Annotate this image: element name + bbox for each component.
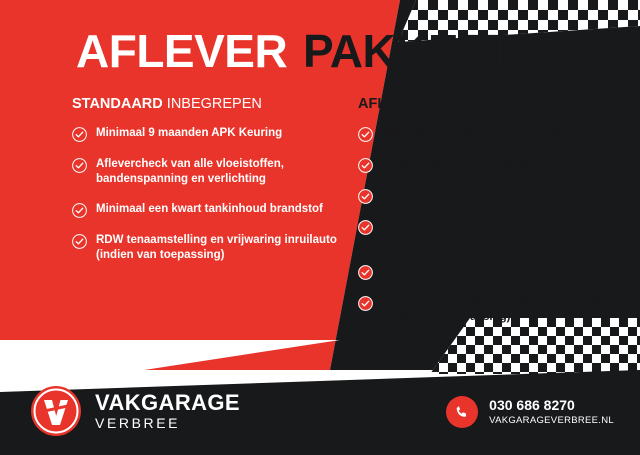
standard-package-column xyxy=(72,96,342,278)
check-badge-icon xyxy=(358,189,373,204)
list-item xyxy=(72,126,342,142)
aflever-package-title-bold: AFLEVERPAKKET xyxy=(358,96,485,112)
check-badge-icon xyxy=(358,220,373,235)
logo xyxy=(30,385,240,437)
website-url[interactable]: VAKGARAGEVERBREE.NL xyxy=(489,415,614,426)
list-item-label: 12 mnd/10.000km onderhoudsvrij rijden inclusief vervangen versleten onderdelen xyxy=(382,220,609,247)
check-badge-icon xyxy=(358,296,373,311)
logo-brand: VAKGARAGE xyxy=(95,389,240,415)
check-badge-icon xyxy=(72,203,87,218)
list-item xyxy=(72,157,342,187)
list-item xyxy=(72,202,342,218)
check-badge-icon xyxy=(358,127,373,142)
list-item xyxy=(358,219,633,249)
list-item-label: 12 maanden Bovag garantie xyxy=(382,158,535,170)
check-badge-icon xyxy=(72,158,87,173)
list-item-label: RDW tenaamstelling en vrijwaring inruilauto (indien van toepassing) xyxy=(382,296,623,323)
list-item-label: Minimaal een kwart tankinhoud brandstof xyxy=(382,265,609,277)
logo-text xyxy=(95,391,240,432)
check-badge-icon xyxy=(358,265,373,280)
list-item-label: RDW tenaamstelling en vrijwaring inruilauto (indien van toepassing) xyxy=(96,234,337,261)
list-item xyxy=(72,233,342,263)
list-item-label: Onderhoudsbeurt volgens dealerspecificaties xyxy=(382,189,632,201)
check-badge-icon xyxy=(72,234,87,249)
list-item-label: Minimaal een kwart tankinhoud brandstof xyxy=(96,203,323,215)
aflever-package-price: €795 xyxy=(488,96,521,112)
list-item xyxy=(358,295,633,325)
headline-word-2: PAKKETTEN xyxy=(303,25,577,77)
logo-sub: VERBREE xyxy=(95,414,181,431)
aflever-package-column xyxy=(358,96,633,340)
aflever-package-title xyxy=(358,96,633,112)
standard-package-title-light: INBEGREPEN xyxy=(166,96,262,112)
headline-word-1: AFLEVER xyxy=(76,25,288,77)
list-item xyxy=(358,264,633,280)
list-item-label: Aflevercheck van alle vloeistoffen, bandenspanning en verlichting xyxy=(96,158,284,185)
check-badge-icon xyxy=(72,127,87,142)
page-title xyxy=(0,22,640,84)
check-badge-icon xyxy=(358,158,373,173)
phone-number[interactable]: 030 686 8270 xyxy=(489,397,575,413)
list-item xyxy=(358,157,633,173)
standard-package-title-bold: STANDAARD xyxy=(72,96,163,112)
contact-block[interactable] xyxy=(446,396,614,428)
contact-lines xyxy=(489,397,614,427)
list-item-label: Minimaal 9 maanden APK Keuring xyxy=(96,127,283,139)
list-item-label: Minimaal 12 maanden APK Keuring xyxy=(382,127,575,139)
list-item xyxy=(358,126,633,142)
list-item xyxy=(358,188,633,204)
standard-package-title xyxy=(72,96,342,112)
vakgarage-shield-icon xyxy=(30,385,82,437)
phone-icon xyxy=(446,396,478,428)
